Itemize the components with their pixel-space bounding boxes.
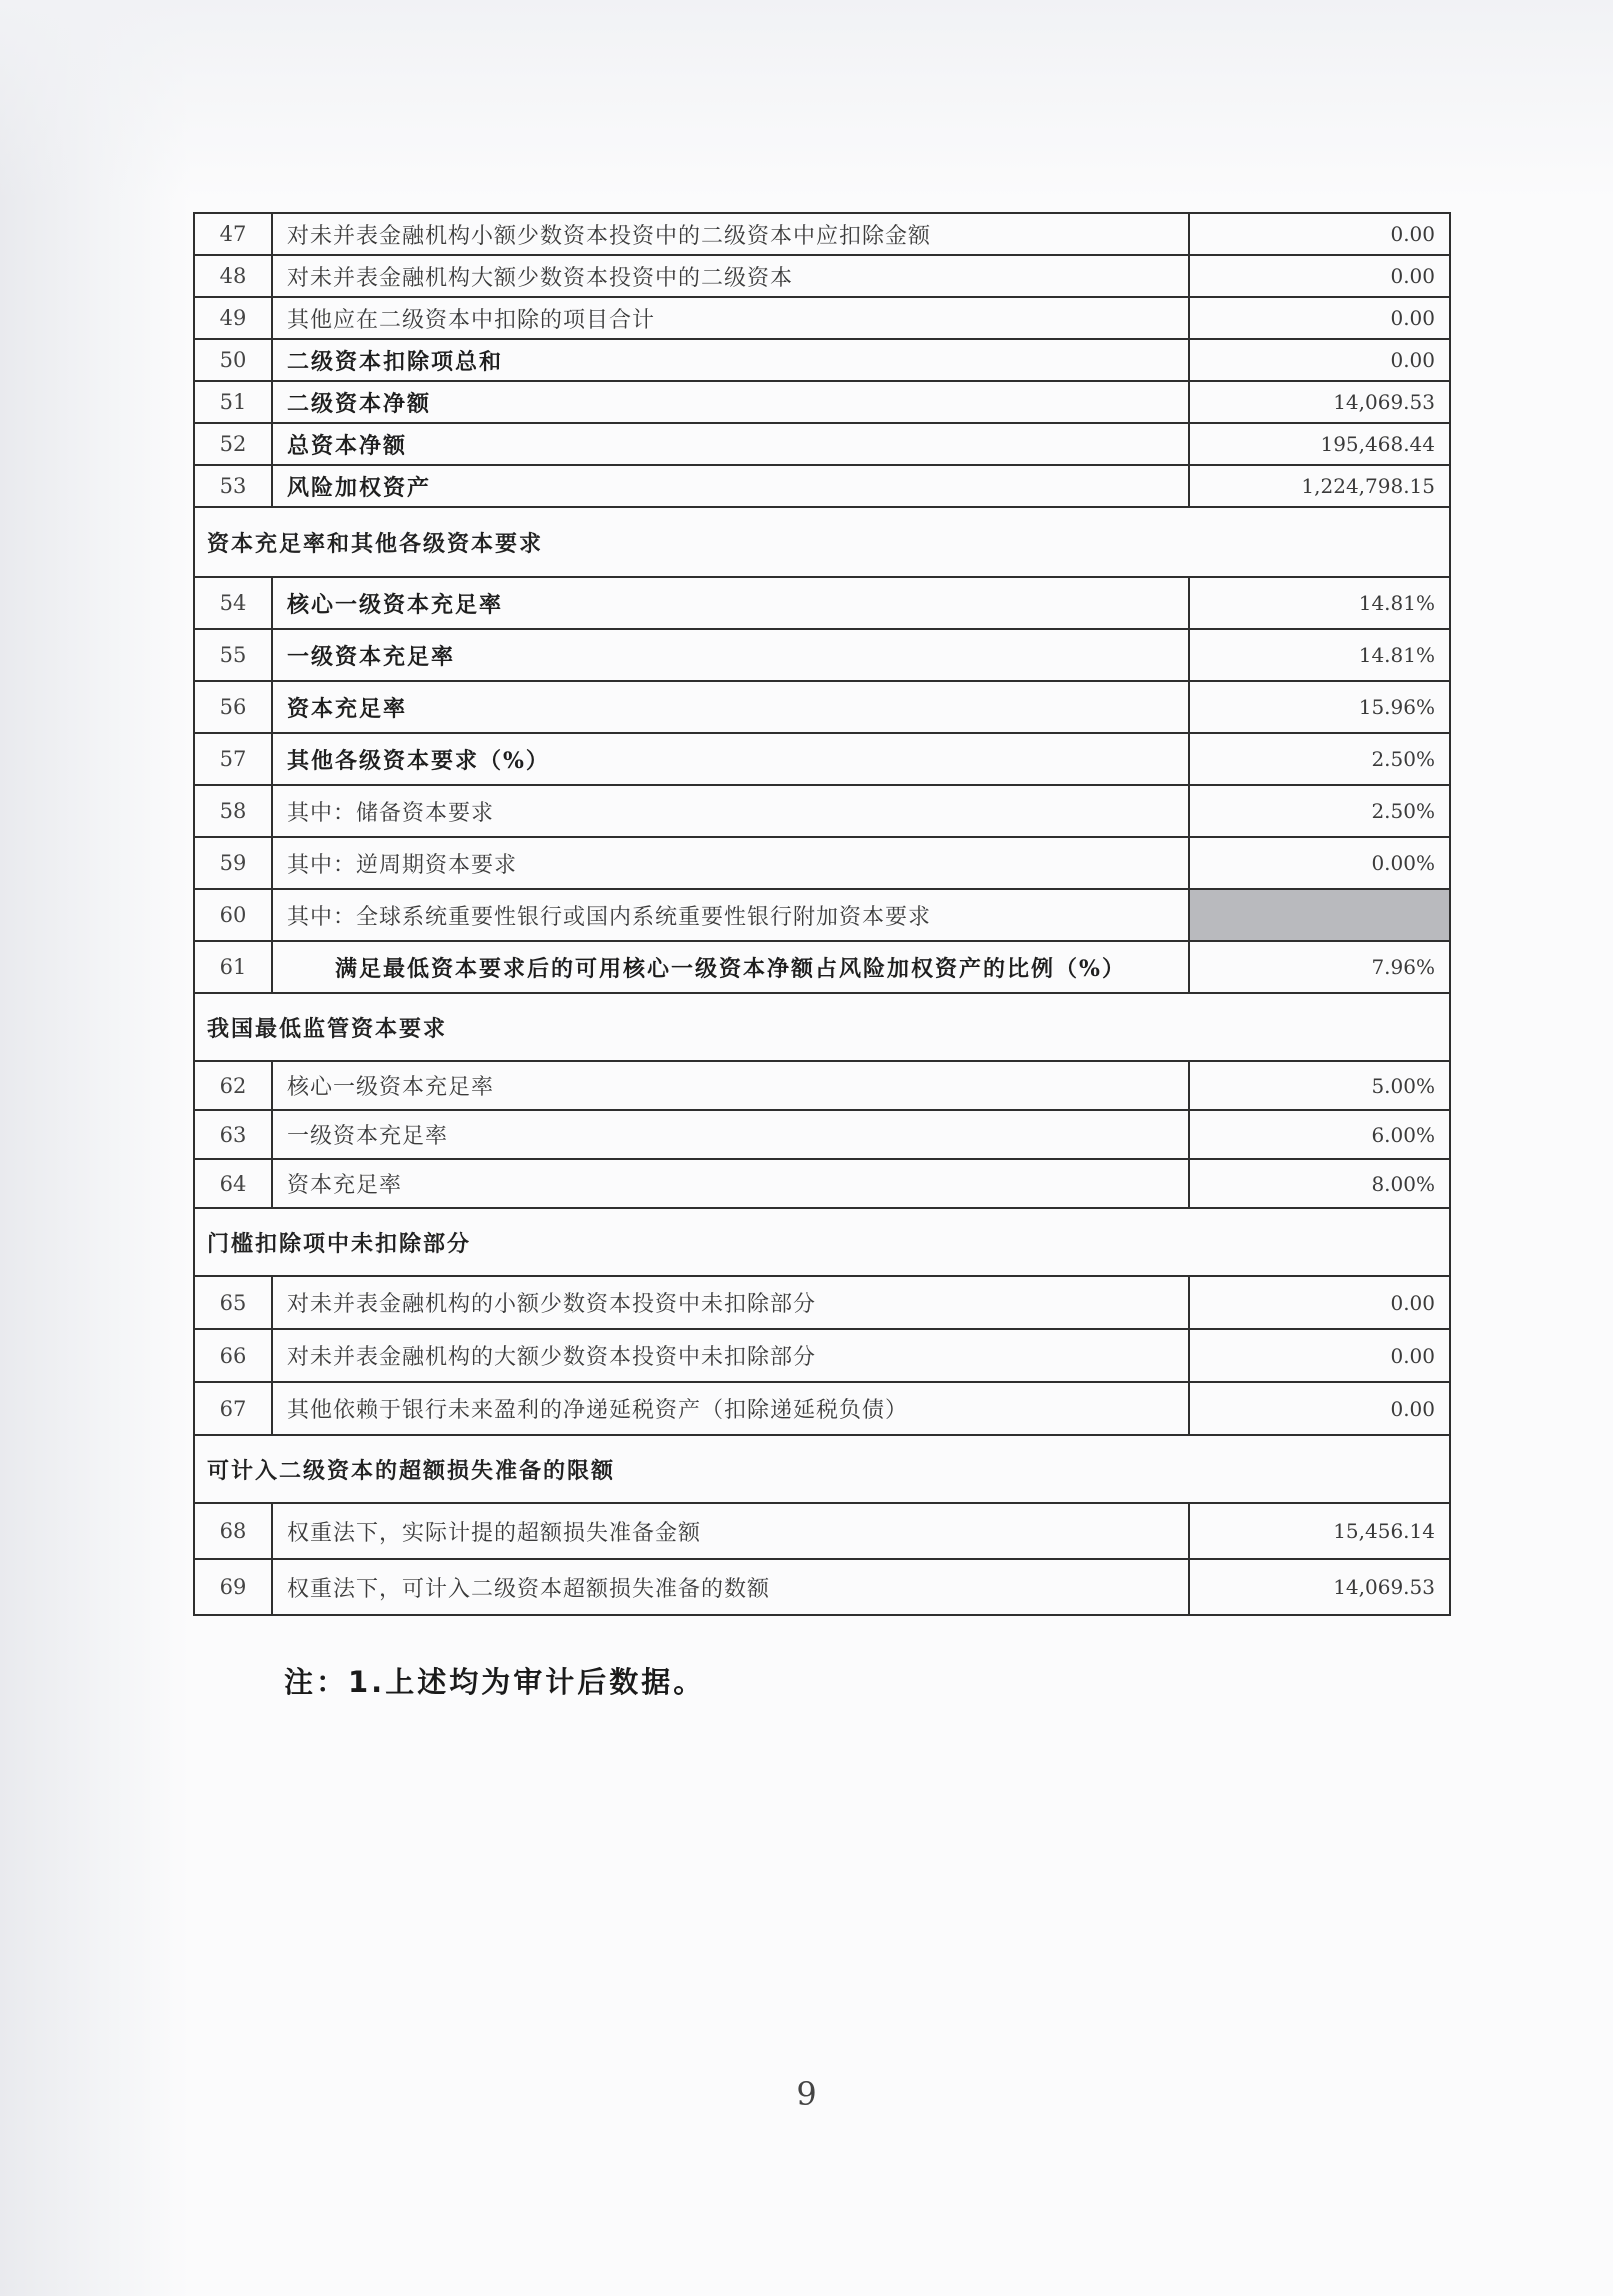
- row-number: 47: [194, 213, 272, 255]
- row-number: 64: [194, 1159, 272, 1208]
- row-value: 8.00%: [1189, 1159, 1450, 1208]
- row-value: 5.00%: [1189, 1061, 1450, 1110]
- table-row: [194, 681, 1450, 733]
- row-label: 其中：逆周期资本要求: [272, 837, 1189, 889]
- page-number: 9: [796, 2075, 817, 2113]
- row-number: 59: [194, 837, 272, 889]
- row-value: 14.81%: [1189, 629, 1450, 681]
- section-header-row: [194, 993, 1450, 1061]
- row-number: 56: [194, 681, 272, 733]
- row-number: 52: [194, 423, 272, 465]
- table-row: [194, 1503, 1450, 1559]
- table-row: [194, 1276, 1450, 1329]
- row-label: 其他各级资本要求（%）: [272, 733, 1189, 785]
- table-row: [194, 465, 1450, 507]
- table-row: [194, 255, 1450, 297]
- footnote: 注：1.上述均为审计后数据。: [284, 1665, 706, 1699]
- row-value: 0.00: [1189, 255, 1450, 297]
- table-row: [194, 423, 1450, 465]
- section-title-minimum-requirements: 我国最低监管资本要求: [194, 993, 1450, 1061]
- row-number: 58: [194, 785, 272, 837]
- row-number: 60: [194, 889, 272, 941]
- row-number: 65: [194, 1276, 272, 1329]
- row-label: 对未并表金融机构的小额少数资本投资中未扣除部分: [272, 1276, 1189, 1329]
- row-label: 二级资本净额: [272, 381, 1189, 423]
- table-row: [194, 941, 1450, 993]
- row-number: 66: [194, 1329, 272, 1382]
- section-title-threshold-deductions: 门槛扣除项中未扣除部分: [194, 1208, 1450, 1276]
- row-label: 其他依赖于银行未来盈利的净递延税资产（扣除递延税负债）: [272, 1382, 1189, 1435]
- table-row: [194, 577, 1450, 629]
- row-value: 15,456.14: [1189, 1503, 1450, 1559]
- row-value: 195,468.44: [1189, 423, 1450, 465]
- table-row: [194, 733, 1450, 785]
- row-number: 49: [194, 297, 272, 339]
- section-title-capital-adequacy: 资本充足率和其他各级资本要求: [194, 507, 1450, 577]
- table-row: [194, 1329, 1450, 1382]
- row-value: 14,069.53: [1189, 1559, 1450, 1615]
- row-label: 一级资本充足率: [272, 1110, 1189, 1159]
- row-label: 总资本净额: [272, 423, 1189, 465]
- row-number: 67: [194, 1382, 272, 1435]
- section-header-row: [194, 1208, 1450, 1276]
- row-value: 0.00%: [1189, 837, 1450, 889]
- row-label: 权重法下，可计入二级资本超额损失准备的数额: [272, 1559, 1189, 1615]
- row-value: 0.00: [1189, 1276, 1450, 1329]
- table-row: [194, 837, 1450, 889]
- section-header-row: [194, 507, 1450, 577]
- row-number: 51: [194, 381, 272, 423]
- section-header-row: [194, 1435, 1450, 1503]
- row-label: 满足最低资本要求后的可用核心一级资本净额占风险加权资产的比例（%）: [272, 941, 1189, 993]
- row-label: 其他应在二级资本中扣除的项目合计: [272, 297, 1189, 339]
- table-row: [194, 889, 1450, 941]
- table-row: [194, 381, 1450, 423]
- row-value: 0.00: [1189, 339, 1450, 381]
- row-number: 69: [194, 1559, 272, 1615]
- table-row: [194, 629, 1450, 681]
- table-row: [194, 339, 1450, 381]
- row-number: 55: [194, 629, 272, 681]
- scan-shadow-top: [0, 0, 1613, 200]
- table-row: [194, 297, 1450, 339]
- row-label: 风险加权资产: [272, 465, 1189, 507]
- row-number: 54: [194, 577, 272, 629]
- row-label: 权重法下，实际计提的超额损失准备金额: [272, 1503, 1189, 1559]
- row-label: 核心一级资本充足率: [272, 1061, 1189, 1110]
- row-label: 对未并表金融机构大额少数资本投资中的二级资本: [272, 255, 1189, 297]
- row-label: 核心一级资本充足率: [272, 577, 1189, 629]
- row-value: 14.81%: [1189, 577, 1450, 629]
- row-value: 2.50%: [1189, 785, 1450, 837]
- table-row: [194, 1110, 1450, 1159]
- row-value: 7.96%: [1189, 941, 1450, 993]
- row-value: 6.00%: [1189, 1110, 1450, 1159]
- row-number: 61: [194, 941, 272, 993]
- row-label: 其中：全球系统重要性银行或国内系统重要性银行附加资本要求: [272, 889, 1189, 941]
- row-number: 62: [194, 1061, 272, 1110]
- row-value: 0.00: [1189, 1382, 1450, 1435]
- row-number: 53: [194, 465, 272, 507]
- table-row: [194, 213, 1450, 255]
- row-label: 二级资本扣除项总和: [272, 339, 1189, 381]
- row-value: 0.00: [1189, 213, 1450, 255]
- row-label: 其中：储备资本要求: [272, 785, 1189, 837]
- row-value: 14,069.53: [1189, 381, 1450, 423]
- row-number: 48: [194, 255, 272, 297]
- table-row: [194, 1382, 1450, 1435]
- row-number: 50: [194, 339, 272, 381]
- scan-shadow-left: [0, 0, 190, 2296]
- row-value: 2.50%: [1189, 733, 1450, 785]
- row-label: 对未并表金融机构的大额少数资本投资中未扣除部分: [272, 1329, 1189, 1382]
- section-title-excess-provision-limit: 可计入二级资本的超额损失准备的限额: [194, 1435, 1450, 1503]
- row-value-shaded: [1189, 889, 1450, 941]
- table-row: [194, 785, 1450, 837]
- row-number: 57: [194, 733, 272, 785]
- row-value: 1,224,798.15: [1189, 465, 1450, 507]
- row-value: 0.00: [1189, 297, 1450, 339]
- row-label: 资本充足率: [272, 681, 1189, 733]
- table-row: [194, 1061, 1450, 1110]
- capital-adequacy-table: [193, 212, 1451, 1616]
- row-label: 资本充足率: [272, 1159, 1189, 1208]
- table-row: [194, 1559, 1450, 1615]
- row-number: 68: [194, 1503, 272, 1559]
- row-label: 对未并表金融机构小额少数资本投资中的二级资本中应扣除金额: [272, 213, 1189, 255]
- row-value: 0.00: [1189, 1329, 1450, 1382]
- row-value: 15.96%: [1189, 681, 1450, 733]
- row-number: 63: [194, 1110, 272, 1159]
- row-label: 一级资本充足率: [272, 629, 1189, 681]
- table-row: [194, 1159, 1450, 1208]
